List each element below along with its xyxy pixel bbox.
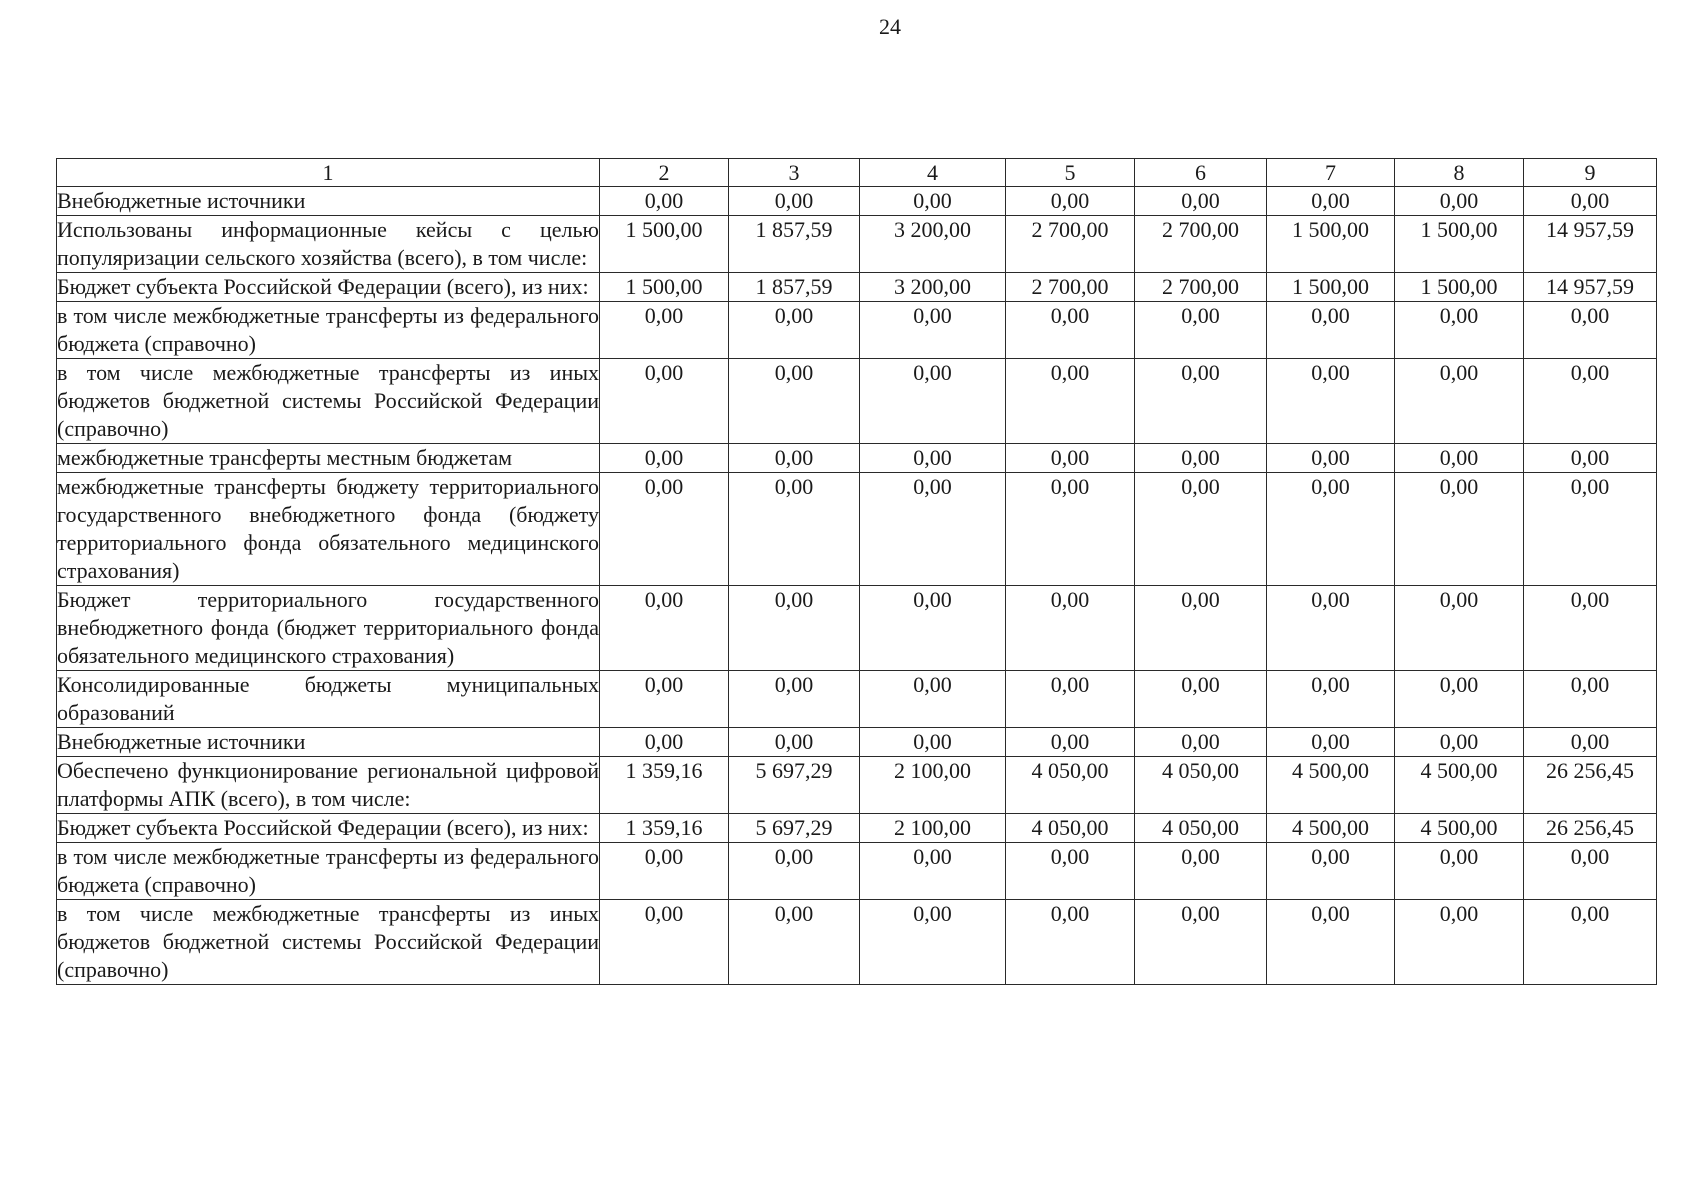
value-cell: 0,00 (860, 359, 1006, 444)
value-cell: 0,00 (1006, 473, 1135, 586)
value-cell: 0,00 (729, 671, 860, 728)
value-cell: 0,00 (1135, 359, 1267, 444)
value-cell: 0,00 (1524, 671, 1657, 728)
value-cell: 0,00 (1395, 473, 1524, 586)
value-cell: 2 700,00 (1006, 216, 1135, 273)
value-cell: 0,00 (1135, 586, 1267, 671)
value-cell: 0,00 (1006, 900, 1135, 985)
value-cell: 0,00 (600, 302, 729, 359)
value-cell: 4 050,00 (1135, 814, 1267, 843)
table-row (57, 273, 1657, 302)
value-cell: 1 500,00 (600, 216, 729, 273)
value-cell: 0,00 (600, 586, 729, 671)
value-cell: 0,00 (860, 728, 1006, 757)
row-label: в том числе межбюджетные трансферты из иных бюджетов бюджетной системы Российской Федерации (справочно) (57, 900, 600, 985)
value-cell: 0,00 (600, 187, 729, 216)
table-row (57, 728, 1657, 757)
value-cell: 0,00 (1395, 359, 1524, 444)
value-cell: 4 500,00 (1395, 757, 1524, 814)
value-cell: 1 359,16 (600, 814, 729, 843)
table-row (57, 586, 1657, 671)
value-cell: 26 256,45 (1524, 757, 1657, 814)
value-cell: 2 100,00 (860, 814, 1006, 843)
value-cell: 14 957,59 (1524, 216, 1657, 273)
row-label: в том числе межбюджетные трансферты из иных бюджетов бюджетной системы Российской Федерации (справочно) (57, 359, 600, 444)
value-cell: 3 200,00 (860, 273, 1006, 302)
value-cell: 4 050,00 (1135, 757, 1267, 814)
value-cell: 0,00 (1135, 444, 1267, 473)
value-cell: 0,00 (860, 473, 1006, 586)
value-cell: 0,00 (1135, 671, 1267, 728)
value-cell: 1 500,00 (1267, 273, 1395, 302)
value-cell: 0,00 (729, 302, 860, 359)
table-row (57, 444, 1657, 473)
value-cell: 0,00 (1395, 900, 1524, 985)
row-label: в том числе межбюджетные трансферты из федерального бюджета (справочно) (57, 302, 600, 359)
value-cell: 0,00 (1395, 302, 1524, 359)
value-cell: 1 857,59 (729, 273, 860, 302)
value-cell: 2 700,00 (1006, 273, 1135, 302)
row-label: Обеспечено функционирование региональной цифровой платформы АПК (всего), в том числе: (57, 757, 600, 814)
value-cell: 0,00 (600, 444, 729, 473)
table-row (57, 359, 1657, 444)
value-cell: 0,00 (1267, 473, 1395, 586)
value-cell: 4 050,00 (1006, 757, 1135, 814)
value-cell: 0,00 (1006, 586, 1135, 671)
value-cell: 0,00 (1267, 187, 1395, 216)
value-cell: 0,00 (1395, 671, 1524, 728)
header-row (57, 159, 1657, 187)
value-cell: 4 500,00 (1267, 757, 1395, 814)
page-number: 24 (879, 14, 901, 39)
value-cell: 0,00 (1267, 359, 1395, 444)
table-body (57, 187, 1657, 985)
column-header-6: 6 (1135, 159, 1267, 187)
value-cell: 0,00 (729, 728, 860, 757)
value-cell: 0,00 (1267, 843, 1395, 900)
table-row (57, 814, 1657, 843)
value-cell: 5 697,29 (729, 757, 860, 814)
value-cell: 0,00 (729, 843, 860, 900)
value-cell: 0,00 (729, 473, 860, 586)
value-cell: 0,00 (1135, 728, 1267, 757)
value-cell: 0,00 (600, 473, 729, 586)
row-label: Внебюджетные источники (57, 187, 600, 216)
table-row (57, 302, 1657, 359)
value-cell: 0,00 (1135, 900, 1267, 985)
value-cell: 2 700,00 (1135, 216, 1267, 273)
column-header-1: 1 (57, 159, 600, 187)
value-cell: 3 200,00 (860, 216, 1006, 273)
value-cell: 1 857,59 (729, 216, 860, 273)
value-cell: 0,00 (1524, 586, 1657, 671)
value-cell: 0,00 (1267, 444, 1395, 473)
value-cell: 14 957,59 (1524, 273, 1657, 302)
value-cell: 0,00 (1524, 728, 1657, 757)
value-cell: 2 100,00 (860, 757, 1006, 814)
value-cell: 0,00 (1267, 586, 1395, 671)
value-cell: 0,00 (1395, 187, 1524, 216)
table-row (57, 900, 1657, 985)
table-row (57, 216, 1657, 273)
value-cell: 0,00 (600, 671, 729, 728)
value-cell: 2 700,00 (1135, 273, 1267, 302)
value-cell: 0,00 (1267, 302, 1395, 359)
table-row (57, 843, 1657, 900)
value-cell: 0,00 (1395, 444, 1524, 473)
value-cell: 0,00 (1135, 187, 1267, 216)
table-row (57, 473, 1657, 586)
value-cell: 0,00 (1006, 843, 1135, 900)
row-label: Бюджет субъекта Российской Федерации (всего), из них: (57, 273, 600, 302)
value-cell: 0,00 (600, 728, 729, 757)
value-cell: 0,00 (1395, 728, 1524, 757)
column-header-3: 3 (729, 159, 860, 187)
value-cell: 0,00 (1524, 473, 1657, 586)
value-cell: 0,00 (729, 359, 860, 444)
value-cell: 0,00 (860, 444, 1006, 473)
table-row (57, 671, 1657, 728)
row-label: Бюджет территориального государственного внебюджетного фонда (бюджет территориального фонда обязательного медицинского страхования) (57, 586, 600, 671)
value-cell: 0,00 (729, 444, 860, 473)
value-cell: 4 500,00 (1395, 814, 1524, 843)
value-cell: 0,00 (860, 843, 1006, 900)
value-cell: 0,00 (1267, 671, 1395, 728)
value-cell: 0,00 (1524, 187, 1657, 216)
value-cell: 0,00 (1006, 187, 1135, 216)
value-cell: 1 500,00 (1395, 216, 1524, 273)
value-cell: 5 697,29 (729, 814, 860, 843)
row-label: Консолидированные бюджеты муниципальных образований (57, 671, 600, 728)
value-cell: 0,00 (1524, 843, 1657, 900)
value-cell: 0,00 (860, 586, 1006, 671)
value-cell: 1 359,16 (600, 757, 729, 814)
row-label: в том числе межбюджетные трансферты из федерального бюджета (справочно) (57, 843, 600, 900)
value-cell: 1 500,00 (1395, 273, 1524, 302)
column-header-7: 7 (1267, 159, 1395, 187)
column-header-5: 5 (1006, 159, 1135, 187)
value-cell: 0,00 (600, 843, 729, 900)
value-cell: 0,00 (600, 359, 729, 444)
value-cell: 0,00 (1135, 843, 1267, 900)
value-cell: 0,00 (860, 187, 1006, 216)
row-label: Внебюджетные источники (57, 728, 600, 757)
value-cell: 0,00 (1267, 900, 1395, 985)
value-cell: 0,00 (600, 900, 729, 985)
value-cell: 0,00 (860, 900, 1006, 985)
row-label: межбюджетные трансферты местным бюджетам (57, 444, 600, 473)
value-cell: 4 050,00 (1006, 814, 1135, 843)
column-header-2: 2 (600, 159, 729, 187)
value-cell: 26 256,45 (1524, 814, 1657, 843)
value-cell: 0,00 (1395, 586, 1524, 671)
budget-table (56, 158, 1657, 985)
value-cell: 0,00 (1524, 302, 1657, 359)
value-cell: 0,00 (1267, 728, 1395, 757)
value-cell: 0,00 (729, 187, 860, 216)
column-header-4: 4 (860, 159, 1006, 187)
table-row (57, 187, 1657, 216)
value-cell: 0,00 (729, 586, 860, 671)
row-label: межбюджетные трансферты бюджету территориального государственного внебюджетного фонда (бюджету территориального фонда обязательного медицинского страхования) (57, 473, 600, 586)
value-cell: 1 500,00 (1267, 216, 1395, 273)
value-cell: 0,00 (1135, 302, 1267, 359)
value-cell: 0,00 (1135, 473, 1267, 586)
value-cell: 0,00 (1006, 359, 1135, 444)
value-cell: 0,00 (1006, 728, 1135, 757)
column-header-8: 8 (1395, 159, 1524, 187)
column-header-9: 9 (1524, 159, 1657, 187)
value-cell: 0,00 (1006, 302, 1135, 359)
value-cell: 0,00 (860, 671, 1006, 728)
value-cell: 0,00 (1006, 671, 1135, 728)
value-cell: 0,00 (1524, 900, 1657, 985)
value-cell: 0,00 (1524, 359, 1657, 444)
value-cell: 0,00 (1395, 843, 1524, 900)
value-cell: 1 500,00 (600, 273, 729, 302)
table-row (57, 757, 1657, 814)
value-cell: 0,00 (860, 302, 1006, 359)
value-cell: 4 500,00 (1267, 814, 1395, 843)
value-cell: 0,00 (1524, 444, 1657, 473)
row-label: Бюджет субъекта Российской Федерации (всего), из них: (57, 814, 600, 843)
value-cell: 0,00 (1006, 444, 1135, 473)
row-label: Использованы информационные кейсы с целью популяризации сельского хозяйства (всего), в том числе: (57, 216, 600, 273)
value-cell: 0,00 (729, 900, 860, 985)
